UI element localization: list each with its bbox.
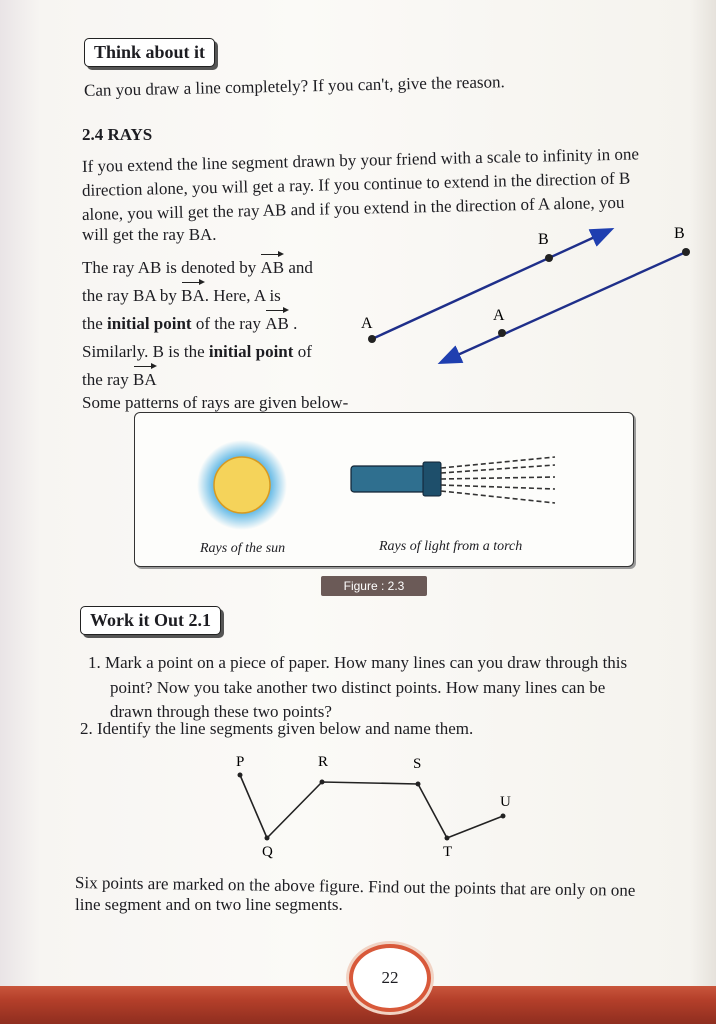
point-s-dot [416, 782, 421, 787]
intro-line: will get the ray BA. [82, 225, 217, 244]
notation-text: the ray BA by [82, 286, 182, 305]
label-r: R [318, 754, 329, 770]
ray-ba-line [442, 252, 686, 362]
notation-text: . [288, 314, 298, 333]
label-p: P [236, 754, 245, 770]
label-q: Q [262, 844, 273, 860]
intro-line: direction alone, you will get a ray. If you continue to extend in the direction of B [81, 168, 631, 200]
segments-path [240, 775, 503, 838]
initial-point-term: initial point [107, 314, 192, 333]
caption-torch: Rays of light from a torch [379, 539, 523, 554]
initial-point-term: initial point [208, 342, 294, 361]
closing-line: line segment and on two line segments. [75, 895, 343, 914]
point-a-dot [498, 329, 506, 337]
ray-ba-notation: BA [181, 286, 205, 305]
light-ray [441, 491, 555, 503]
notation-text: The ray AB is denoted by [82, 258, 261, 277]
notation-text: of the ray [191, 314, 266, 333]
ray-ab-line [372, 230, 610, 339]
line-segments-figure [0, 740, 716, 870]
question-1-line: drawn through these two points? [110, 702, 332, 721]
torch-head [423, 462, 441, 496]
ray-ab-notation: AB [260, 258, 285, 277]
think-about-it-label: Think about it [84, 38, 215, 67]
notation-text: Similarly. B is the [82, 342, 209, 361]
notation-text: the ray [82, 370, 133, 389]
point-p-dot [238, 773, 243, 778]
point-b-dot [682, 248, 690, 256]
ray-ba-notation: BA [132, 370, 157, 389]
label-t: T [443, 844, 453, 860]
point-b-dot [545, 254, 553, 262]
label-b: B [674, 225, 685, 242]
page-number: 22 [349, 944, 431, 1012]
point-t-dot [445, 836, 450, 841]
label-a: A [493, 307, 505, 324]
question-2: 2. Identify the line segments given below and name them. [80, 719, 474, 738]
label-u: U [500, 794, 511, 810]
work-it-out-label: Work it Out 2.1 [80, 606, 221, 635]
light-ray [441, 485, 555, 489]
question-1-line: 1. Mark a point on a piece of paper. How many lines can you draw through this [88, 653, 628, 672]
point-q-dot [265, 836, 270, 841]
ray-ab-notation: AB [265, 314, 289, 333]
figure-2-3-box [134, 412, 634, 567]
figure-tag: Figure : 2.3 [321, 576, 427, 596]
notation-text: the [82, 314, 108, 333]
label-b: B [538, 231, 549, 248]
point-u-dot [501, 814, 506, 819]
notation-text: . Here, A is [204, 286, 281, 305]
label-s: S [413, 756, 422, 772]
rays-ab-ba-figure [0, 0, 716, 420]
point-a-dot [368, 335, 376, 343]
patterns-line: Some patterns of rays are given below- [82, 393, 349, 412]
question-1-line: point? Now you take another two distinct points. How many lines can be [110, 678, 606, 697]
caption-sun: Rays of the sun [200, 541, 286, 556]
light-ray [441, 477, 555, 479]
point-r-dot [320, 780, 325, 785]
intro-line: alone, you will get the ray AB and if you extend in the direction of A alone, you [81, 192, 625, 224]
intro-line: If you extend the line segment drawn by your friend with a scale to infinity in one [81, 144, 640, 176]
closing-line: Six points are marked on the above figure. Find out the points that are only on one [74, 873, 636, 900]
label-a: A [361, 315, 373, 332]
notation-text: of [293, 342, 312, 361]
notation-text: and [284, 258, 313, 277]
sun-icon [214, 457, 270, 513]
section-heading: 2.4 RAYS [82, 125, 153, 144]
think-question: Can you draw a line completely? If you can't, give the reason. [83, 72, 505, 100]
